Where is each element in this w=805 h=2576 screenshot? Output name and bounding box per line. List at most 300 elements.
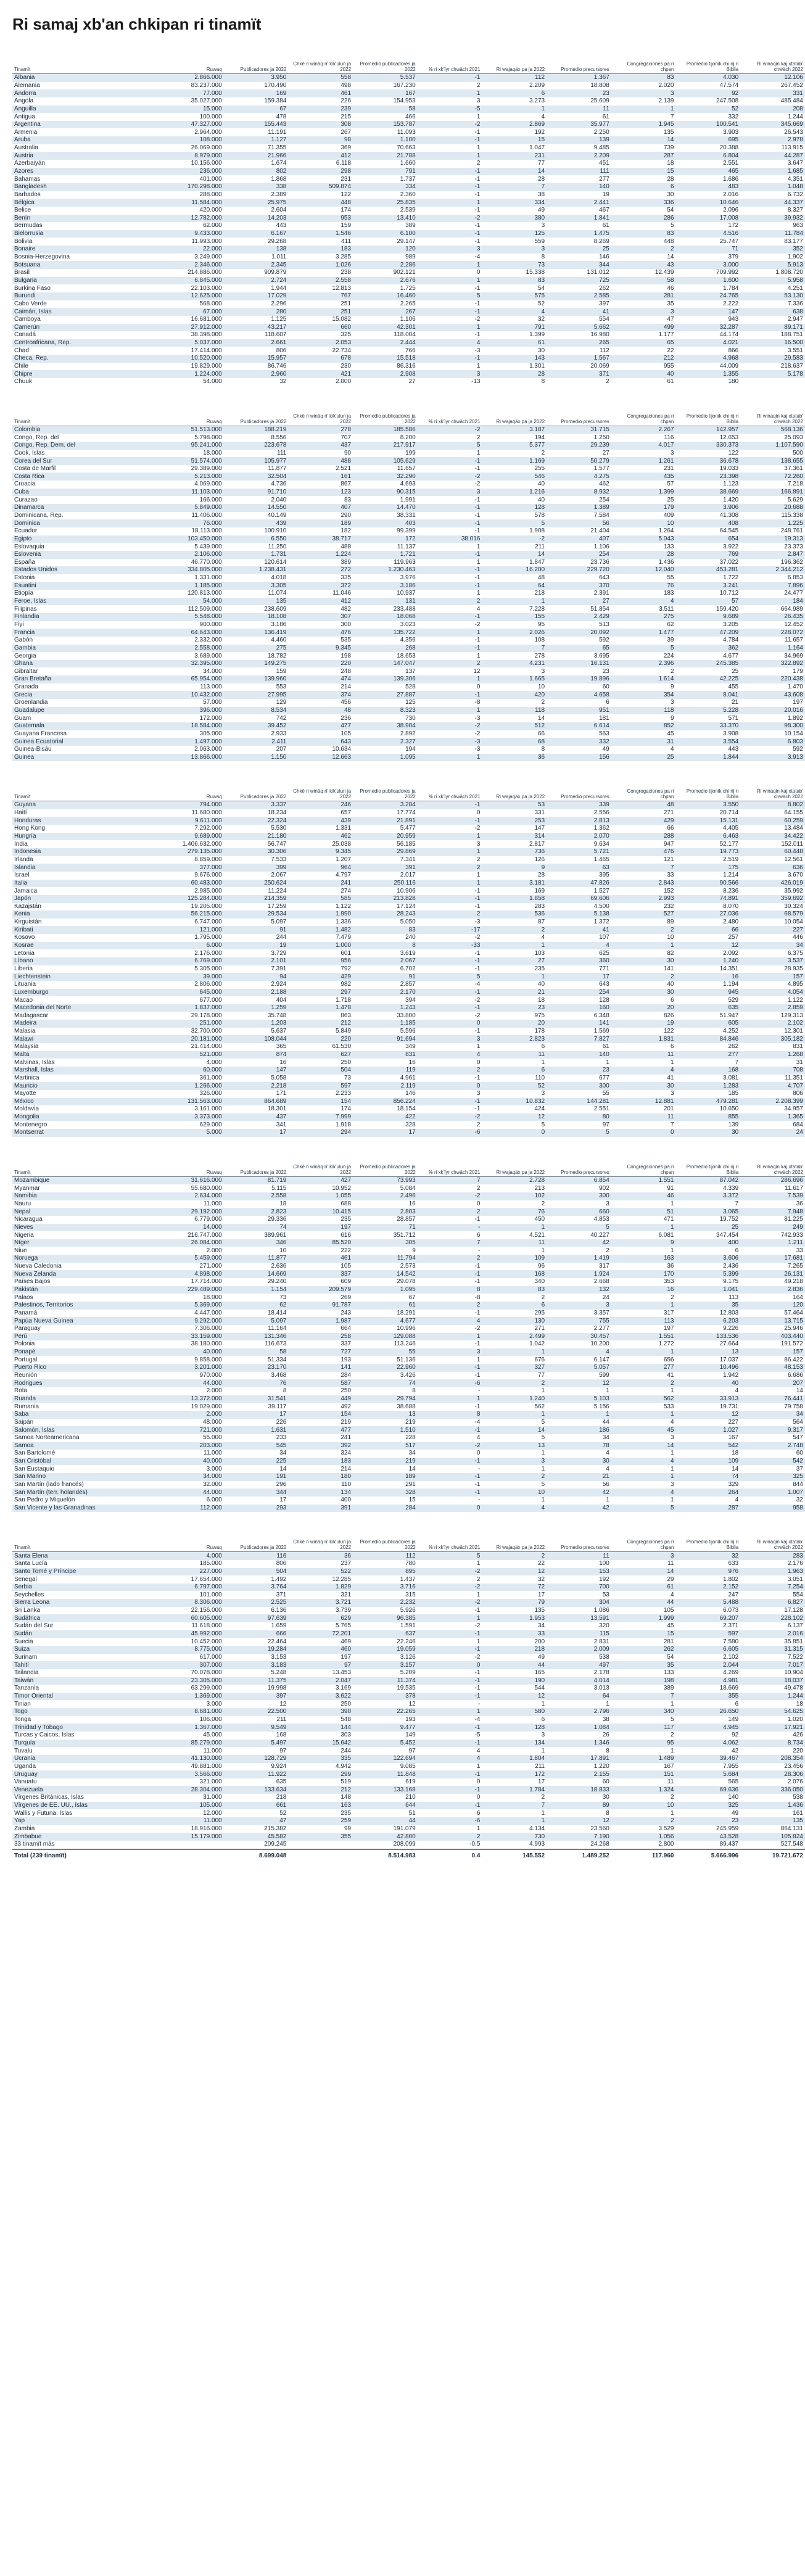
value-cell: 112.000 (159, 1505, 224, 1513)
value-cell: 278 (288, 426, 353, 434)
value-cell: 6.732 (740, 191, 805, 199)
value-cell: -4 (418, 1716, 482, 1724)
value-cell: 909.879 (224, 269, 289, 277)
column-header: Promedio tijonik chi rij ri Biblia (676, 59, 741, 74)
value-cell: 157 (740, 1348, 805, 1356)
value-cell: 587 (288, 1379, 353, 1387)
table-row (12, 1340, 805, 1348)
value-cell: 391 (288, 1505, 353, 1513)
value-cell: 9.085 (353, 1763, 418, 1771)
value-cell: 2.823 (224, 1208, 289, 1216)
value-cell: 730 (482, 1833, 547, 1841)
value-cell: 5.765 (288, 1622, 353, 1630)
table-row (12, 730, 805, 738)
value-cell: 346 (224, 1239, 289, 1247)
value-cell: -1 (418, 1740, 482, 1748)
value-cell: 4 (611, 1458, 676, 1466)
table-row (12, 1434, 805, 1442)
column-header: Chkë ri winäq ri' kik'ulun ja 2022 (288, 786, 353, 801)
value-cell: 1 (547, 1496, 611, 1505)
value-cell: 42.800 (353, 1833, 418, 1841)
value-cell: 62 (611, 621, 676, 629)
value-cell: 5.684 (676, 1770, 741, 1778)
value-cell: 1.106 (353, 316, 418, 324)
country-cell: Nueva Caledonia (12, 1263, 159, 1271)
value-cell: 29.147 (353, 237, 418, 246)
value-cell: 126 (482, 856, 547, 864)
value-cell: 7 (676, 1059, 741, 1067)
value-cell: 159 (288, 222, 353, 230)
value-cell: 437 (288, 442, 353, 450)
value-cell: 3 (611, 1090, 676, 1098)
table-section (12, 786, 803, 1137)
value-cell: 3 (482, 1090, 547, 1098)
value-cell: 6.137 (740, 1622, 805, 1630)
value-cell: 3.372 (676, 1192, 741, 1200)
value-cell: 23 (482, 1004, 547, 1012)
value-cell: 19.773 (676, 848, 741, 856)
value-cell: 105.000 (159, 1802, 224, 1810)
value-cell: 181 (547, 714, 611, 722)
value-cell: 246 (288, 801, 353, 809)
value-cell: 408 (676, 519, 741, 527)
value-cell: 22.464 (224, 1638, 289, 1646)
value-cell: 23.170 (224, 1364, 289, 1372)
value-cell: 771 (547, 965, 611, 973)
value-cell: 26.435 (740, 613, 805, 621)
table-row (12, 833, 805, 841)
value-cell: 2.661 (224, 339, 289, 347)
value-cell: 664.989 (740, 605, 805, 613)
value-cell: 947 (611, 840, 676, 848)
value-cell: -1 (418, 1770, 482, 1778)
value-cell: 3.000 (159, 1700, 224, 1708)
value-cell: 1 (418, 833, 482, 841)
value-cell: 254 (547, 551, 611, 559)
value-cell: 48.153 (740, 1364, 805, 1372)
value-cell: 6.375 (740, 949, 805, 957)
value-cell: 36 (288, 1552, 353, 1560)
value-cell: 38.669 (676, 489, 741, 497)
value-cell: 277 (676, 1051, 741, 1059)
value-cell: 1.056 (611, 1833, 676, 1841)
value-cell: 21 (547, 1473, 611, 1481)
value-cell: 52.177 (676, 840, 741, 848)
table-row (12, 817, 805, 825)
value-cell: 395 (547, 872, 611, 880)
value-cell: 453.281 (676, 566, 741, 574)
value-cell: 580 (482, 1708, 547, 1716)
value-cell: 7.218 (740, 481, 805, 489)
value-cell: 23.736 (547, 559, 611, 567)
table-row (12, 989, 805, 997)
value-cell: 212 (288, 1786, 353, 1794)
value-cell: 2.441 (547, 199, 611, 207)
country-cell: Rota (12, 1387, 159, 1395)
value-cell: 56.747 (224, 840, 289, 848)
value-cell: 2.222 (676, 300, 741, 308)
value-cell: 1.095 (353, 1286, 418, 1294)
value-cell: 17.414.000 (159, 347, 224, 355)
value-cell: 36.678 (676, 457, 741, 465)
table-row (12, 957, 805, 965)
table-row (12, 1732, 805, 1740)
value-cell: 1.944 (224, 284, 289, 292)
value-cell: 17.774 (353, 809, 418, 817)
value-cell: 11.877 (224, 1255, 289, 1263)
value-cell: 66 (611, 825, 676, 833)
column-header: Promedio tijonik chi rij ri Biblia (676, 1537, 741, 1552)
value-cell: 213.828 (353, 895, 418, 903)
total-value: 145.552 (482, 1849, 547, 1860)
value-cell: 11.657 (740, 637, 805, 645)
value-cell: 33.913 (676, 1395, 741, 1403)
value-cell: 5.477 (353, 825, 418, 833)
value-cell: - (418, 1387, 482, 1395)
value-cell: 15 (353, 1496, 418, 1505)
value-cell: 18.833 (547, 1786, 611, 1794)
value-cell: 1 (482, 1809, 547, 1817)
value-cell: 132 (547, 1286, 611, 1294)
table-row (12, 1364, 805, 1372)
value-cell: 4.014 (547, 1677, 611, 1685)
value-cell: 2 (482, 1794, 547, 1802)
value-cell: 14 (482, 551, 547, 559)
value-cell: 141 (288, 1364, 353, 1372)
value-cell: 247.508 (676, 97, 741, 105)
value-cell: 337 (288, 1340, 353, 1348)
value-cell: 63 (547, 864, 611, 872)
total-value (159, 1849, 224, 1860)
value-cell: 2 (418, 434, 482, 442)
value-cell: 1.095 (353, 754, 418, 762)
value-cell: 2.267 (611, 426, 676, 434)
value-cell: 2.076 (740, 1778, 805, 1786)
table-row (12, 1747, 805, 1755)
value-cell: 119 (353, 1067, 418, 1075)
value-cell: 379 (676, 254, 741, 262)
value-cell: 7 (611, 1693, 676, 1701)
value-cell: 103.450.000 (159, 535, 224, 543)
value-cell: 635 (224, 1778, 289, 1786)
value-cell: 1.203 (224, 1020, 289, 1028)
value-cell: 67 (224, 105, 289, 114)
value-cell: 20.092 (547, 629, 611, 637)
value-cell: 108 (482, 637, 547, 645)
value-cell: 86.316 (353, 363, 418, 371)
value-cell: -1 (418, 465, 482, 473)
value-cell: 72.201 (288, 1630, 353, 1638)
value-cell: 96.385 (353, 1614, 418, 1622)
value-cell: 450 (482, 1216, 547, 1224)
value-cell: 236.000 (159, 168, 224, 176)
value-cell: 11.993.000 (159, 237, 224, 246)
table-row (12, 1395, 805, 1403)
value-cell: 1.990 (288, 910, 353, 919)
value-cell: 12.439 (611, 269, 676, 277)
value-cell: 3.550 (676, 801, 741, 809)
value-cell: 6 (482, 89, 547, 97)
value-cell: 1.185.000 (159, 582, 224, 590)
value-cell: 1.336 (288, 919, 353, 927)
value-cell: 18.584.000 (159, 722, 224, 730)
value-cell: 10.996 (353, 1325, 418, 1333)
value-cell: 1 (418, 363, 482, 371)
value-cell: 138.655 (740, 457, 805, 465)
value-cell: 2 (418, 82, 482, 90)
value-cell: 1.106 (547, 543, 611, 551)
value-cell: 151 (611, 1770, 676, 1778)
value-cell: 2.371 (676, 1622, 741, 1630)
value-cell: 245.959 (676, 1825, 741, 1833)
table-row (12, 1270, 805, 1278)
value-cell: 209.245 (224, 1841, 289, 1849)
value-cell: 867 (288, 481, 353, 489)
value-cell: 396.000 (159, 707, 224, 715)
total-label: Total (239 tinamït) (12, 1849, 159, 1860)
column-header: Promedio tijonik chi rij ri Biblia (676, 786, 741, 801)
value-cell: 229.489.000 (159, 1286, 224, 1294)
value-cell: 67 (353, 1294, 418, 1302)
value-cell: 4.784 (676, 637, 741, 645)
value-cell: 108.000 (159, 136, 224, 144)
value-cell: 0 (418, 683, 482, 691)
value-cell: 421 (288, 370, 353, 378)
value-cell: 19.033 (676, 465, 741, 473)
value-cell: 1.420 (676, 496, 741, 504)
value-cell: 298 (288, 168, 353, 176)
value-cell: 53 (482, 801, 547, 809)
value-cell: 17.714.000 (159, 1278, 224, 1286)
value-cell: 4 (418, 339, 482, 347)
value-cell: 133 (611, 543, 676, 551)
value-cell: 2.724 (224, 277, 289, 285)
value-cell: 40 (482, 496, 547, 504)
country-cell: Uganda (12, 1763, 159, 1771)
value-cell: 34.000 (159, 667, 224, 675)
value-cell: 34.969 (740, 652, 805, 660)
value-cell: -2 (418, 722, 482, 730)
country-cell: San Marino (12, 1473, 159, 1481)
value-cell: 77 (482, 1372, 547, 1380)
value-cell: 28 (611, 175, 676, 183)
country-cell: Uruguay (12, 1770, 159, 1778)
data-table (12, 59, 805, 386)
value-cell: 5 (611, 1505, 676, 1513)
country-cell: Azerbaiyán (12, 160, 159, 168)
value-cell: -1 (418, 574, 482, 582)
value-cell: 40.227 (547, 1231, 611, 1239)
value-cell: 2 (611, 1294, 676, 1302)
table-row (12, 316, 805, 324)
value-cell: 3.285 (288, 254, 353, 262)
value-cell: 14 (611, 1442, 676, 1450)
total-value: 117.960 (611, 1849, 676, 1860)
value-cell: 448 (611, 237, 676, 246)
value-cell: 48.000 (159, 1419, 224, 1427)
value-cell: 1.802 (676, 1575, 741, 1583)
value-cell: 660 (547, 1208, 611, 1216)
value-cell: 488 (288, 457, 353, 465)
value-cell: 25.609 (547, 97, 611, 105)
value-cell: 31.715 (547, 426, 611, 434)
value-cell: 3 (418, 489, 482, 497)
country-cell: Sudáfrica (12, 1614, 159, 1622)
value-cell: 1 (611, 942, 676, 950)
table-row (12, 856, 805, 864)
value-cell: 92 (676, 1732, 741, 1740)
value-cell: 400 (676, 1239, 741, 1247)
country-cell: Namibia (12, 1192, 159, 1200)
value-cell: 172 (353, 535, 418, 543)
value-cell: 125 (482, 230, 547, 238)
value-cell: 47.826 (547, 880, 611, 888)
table-section (12, 1162, 803, 1513)
country-cell: Fiyi (12, 621, 159, 629)
value-cell: 30 (676, 1129, 741, 1137)
value-cell: 46 (611, 1192, 676, 1200)
value-cell: 51 (353, 1809, 418, 1817)
value-cell: 297 (288, 989, 353, 997)
value-cell: 17.259 (224, 903, 289, 911)
value-cell: 30 (482, 347, 547, 355)
table-row (12, 284, 805, 292)
table-row (12, 1778, 805, 1786)
value-cell: 105 (611, 1607, 676, 1615)
value-cell: 4 (418, 1317, 482, 1325)
value-cell: 295 (482, 1310, 547, 1318)
value-cell: -1 (418, 128, 482, 136)
value-cell: 21 (482, 989, 547, 997)
value-cell: 721.000 (159, 1426, 224, 1434)
table-row (12, 535, 805, 543)
value-cell: -3 (418, 746, 482, 754)
value-cell: 60.605.000 (159, 1614, 224, 1622)
value-cell: 219 (353, 1458, 418, 1466)
value-cell: 601 (288, 949, 353, 957)
value-cell: -2 (418, 1654, 482, 1662)
value-cell: 123 (288, 489, 353, 497)
value-cell: 5.637 (224, 1028, 289, 1036)
value-cell: 10.054 (740, 919, 805, 927)
value-cell: 17 (224, 1496, 289, 1505)
value-cell: 4.017 (611, 442, 676, 450)
value-cell: 52 (482, 1082, 547, 1090)
value-cell: 325 (676, 1802, 741, 1810)
value-cell: 0 (418, 1505, 482, 1513)
value-cell: 2.978 (740, 136, 805, 144)
table-row (12, 1426, 805, 1434)
value-cell: 95.241.000 (159, 442, 224, 450)
value-cell: 5 (547, 1129, 611, 1137)
value-cell: 1.406.632.000 (159, 840, 224, 848)
table-row (12, 1465, 805, 1473)
value-cell: 87 (482, 919, 547, 927)
country-cell: Cabo Verde (12, 300, 159, 308)
value-cell: 327 (482, 1364, 547, 1372)
value-cell: 677 (547, 1075, 611, 1083)
value-cell: 241 (288, 1434, 353, 1442)
value-cell: 262 (547, 284, 611, 292)
country-cell: Venezuela (12, 1786, 159, 1794)
table-row (12, 1387, 805, 1395)
value-cell: 29.336 (224, 1216, 289, 1224)
value-cell: 633 (676, 1560, 741, 1568)
value-cell: 207 (740, 1379, 805, 1387)
country-cell: Kirguistán (12, 919, 159, 927)
value-cell: 14 (676, 1465, 741, 1473)
value-cell: 14 (611, 254, 676, 262)
value-cell: 133.634 (224, 1786, 289, 1794)
value-cell: 2.209 (482, 82, 547, 90)
value-cell: 8.269 (547, 237, 611, 246)
value-cell: 439 (224, 519, 289, 527)
value-cell: 1.122 (288, 903, 353, 911)
value-cell: 14.550 (224, 504, 289, 512)
country-cell: Papúa Nueva Guinea (12, 1317, 159, 1325)
value-cell: 215.382 (224, 1825, 289, 1833)
value-cell: 11.093 (353, 128, 418, 136)
value-cell: 27.995 (224, 691, 289, 699)
value-cell: 257 (676, 934, 741, 942)
value-cell: 44.287 (740, 152, 805, 160)
value-cell: 107 (547, 934, 611, 942)
value-cell: 1.908 (482, 527, 547, 535)
country-cell: Líbano (12, 957, 159, 965)
value-cell: 1.784 (676, 284, 741, 292)
value-cell: 1 (482, 1496, 547, 1505)
value-cell: 605 (676, 1020, 741, 1028)
value-cell: 64.155 (740, 809, 805, 817)
value-cell: 1 (418, 1614, 482, 1622)
country-cell: Malasia (12, 1028, 159, 1036)
value-cell: 1.177 (611, 331, 676, 339)
value-cell: 5 (482, 519, 547, 527)
value-cell: 22.103.000 (159, 284, 224, 292)
country-cell: Senegal (12, 1575, 159, 1583)
value-cell: 16 (353, 1059, 418, 1067)
value-cell: 2.857 (353, 981, 418, 989)
table-row (12, 1481, 805, 1489)
country-cell: Chuuk (12, 378, 159, 386)
value-cell: 208.099 (353, 1841, 418, 1849)
value-cell: 1.614 (611, 675, 676, 683)
value-cell: 1.631 (224, 1426, 289, 1434)
value-cell: 1 (418, 707, 482, 715)
value-cell: 1 (482, 1348, 547, 1356)
value-cell: 1 (482, 105, 547, 114)
column-header: Promedio publicadores ja 2022 (353, 1162, 418, 1177)
value-cell: 3 (482, 246, 547, 254)
country-cell: Honduras (12, 817, 159, 825)
value-cell: 12.040 (611, 566, 676, 574)
value-cell: 2.429 (547, 613, 611, 621)
total-value (288, 1849, 353, 1860)
country-cell: Bahamas (12, 175, 159, 183)
value-cell: 1.437 (353, 1575, 418, 1583)
value-cell: 38.016 (418, 535, 482, 543)
value-cell: 10.646 (676, 199, 741, 207)
value-cell: 120 (740, 1302, 805, 1310)
value-cell: 643 (547, 981, 611, 989)
value-cell: 42.225 (676, 675, 741, 683)
value-cell: -1 (418, 1458, 482, 1466)
value-cell: 6.853 (740, 574, 805, 582)
value-cell: 1.731 (224, 551, 289, 559)
value-cell: 1.674 (224, 160, 289, 168)
value-cell: 207 (224, 746, 289, 754)
value-cell: 3.023 (353, 621, 418, 629)
